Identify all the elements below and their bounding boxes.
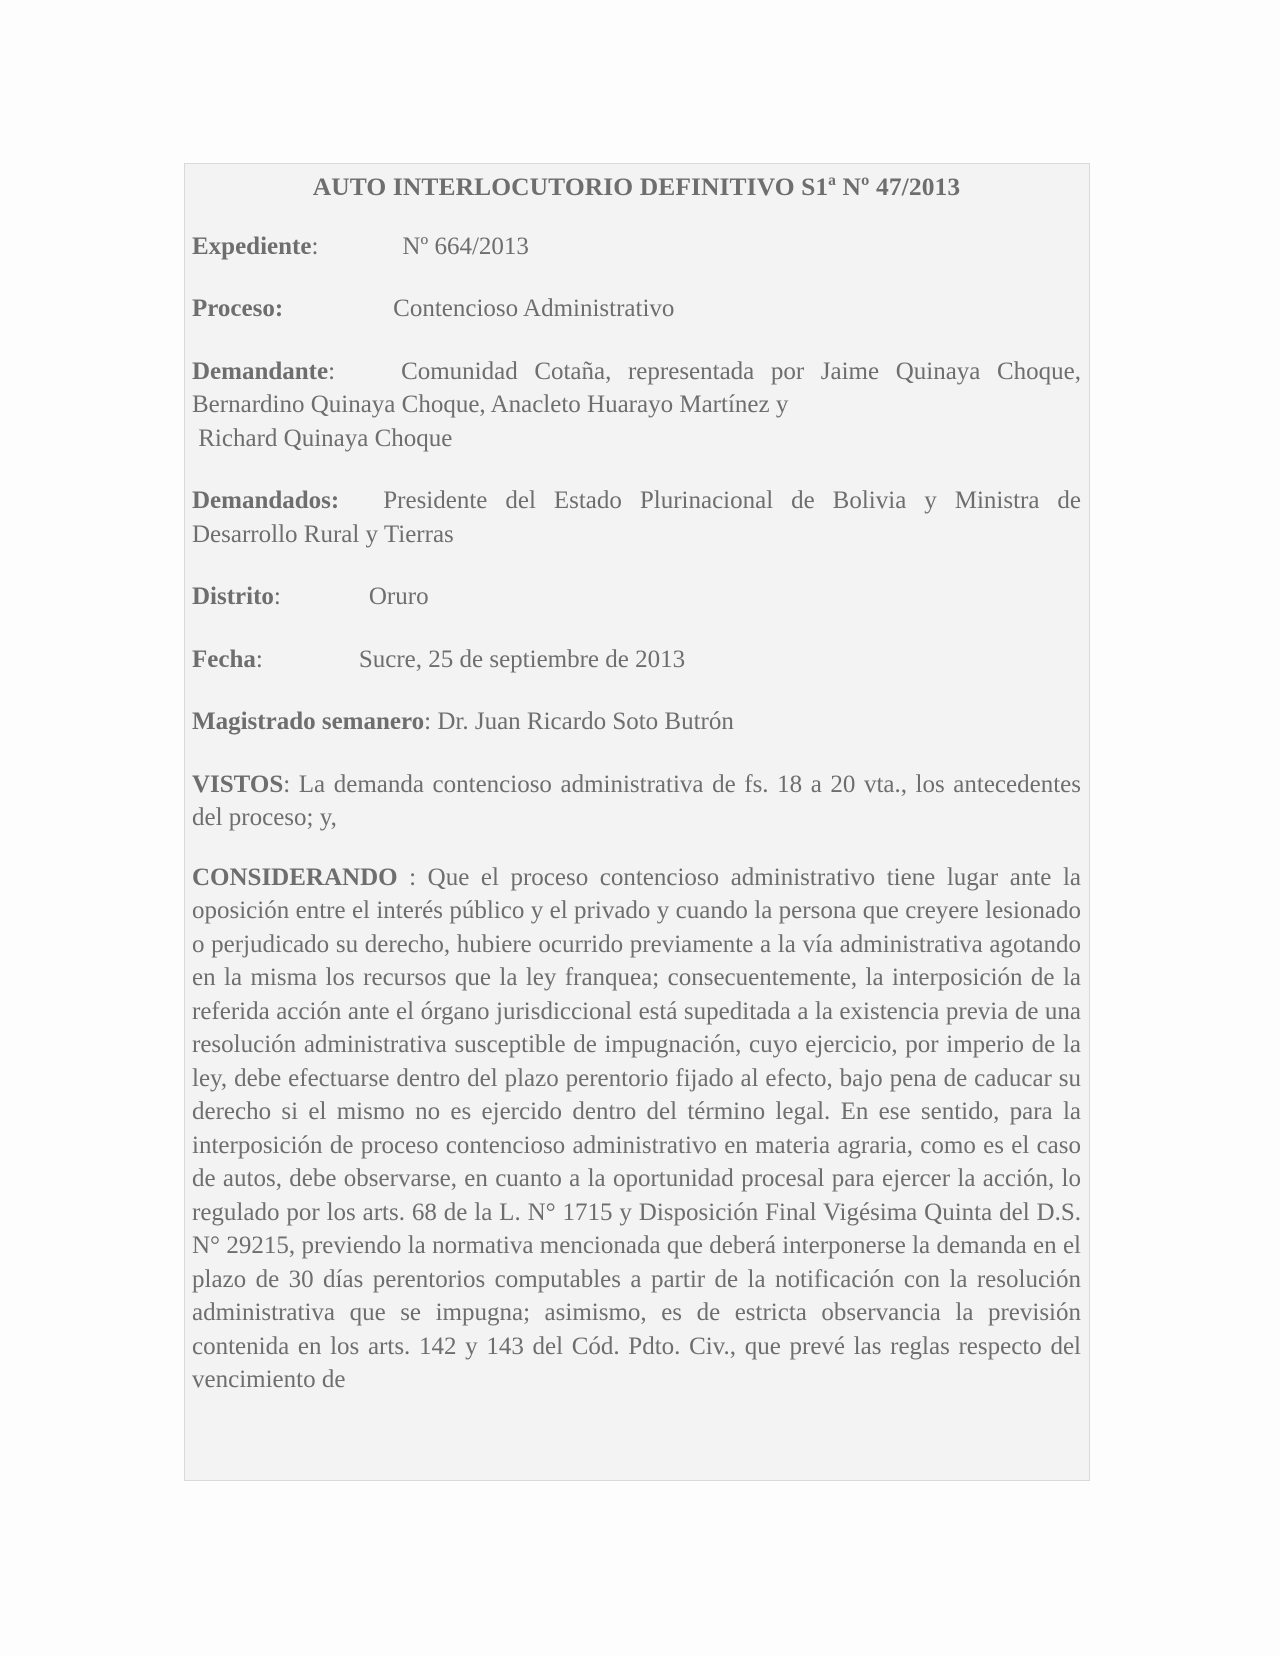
expediente-sep: : — [311, 232, 319, 260]
document-content-box — [184, 163, 1090, 1481]
vistos-text: : La demanda contencioso administrativa de fs. 18 a 20 vta., los antecedentes del proceso; y, — [192, 770, 1081, 831]
considerando-label: CONSIDERANDO — [192, 863, 398, 891]
fecha-value: Sucre, 25 de septiembre de 2013 — [358, 645, 686, 673]
magistrado-label: Magistrado semanero — [192, 708, 425, 735]
fecha-sep: : — [255, 645, 263, 673]
distrito-field — [192, 580, 1081, 614]
demandados-label: Demandados: — [192, 487, 340, 514]
distrito-value: Oruro — [368, 583, 429, 610]
demandante-value-cont: Richard Quinaya Choque — [192, 424, 453, 452]
fecha-label: Fecha — [192, 645, 256, 673]
demandante-sep: : — [328, 357, 336, 385]
expediente-field — [192, 230, 1081, 264]
fecha-field — [192, 643, 1081, 677]
considerando-paragraph — [192, 861, 1081, 1397]
proceso-value: Contencioso Administrativo — [393, 295, 675, 322]
demandante-label: Demandante — [192, 357, 329, 385]
demandante-value: Comunidad Cotaña, representada por Jaime Quinaya Choque, Bernardino Quinaya Choque, Anacleto Huarayo Martínez y — [192, 357, 1081, 418]
demandados-field — [192, 484, 1081, 551]
demandados-value: Presidente del Estado Plurinacional de Bolivia y Ministra de Desarrollo Rural y Tierras — [192, 487, 1081, 548]
magistrado-field — [192, 705, 1081, 739]
proceso-label: Proceso: — [192, 295, 284, 322]
vistos-label: VISTOS — [192, 770, 284, 798]
expediente-value: Nº 664/2013 — [402, 232, 529, 260]
expediente-label: Expediente — [192, 232, 312, 260]
distrito-sep: : — [273, 583, 281, 610]
magistrado-value: Dr. Juan Ricardo Soto Butrón — [431, 708, 734, 735]
vistos-paragraph — [192, 768, 1081, 835]
considerando-text: : Que el proceso contencioso administrativo tiene lugar ante la oposición entre el interés público y el privado y cuando la persona que creyere lesionado o perjudicado su derecho, hubiere ocurrido previamente a la vía administrativa agotando en la misma los recursos que la ley franquea; consecuentemente, la interposición de la referida acción ante el órgano jurisdiccional está supeditada a la existencia previa de una resolución administrativa susceptible de impugnación, cuyo ejercicio, por imperio de la ley, debe efectuarse dentro del plazo perentorio fijado al efecto, bajo pena de caducar su derecho si el mismo no es ejercido dentro del término legal. En ese sentido, para la interposición de proceso contencioso administrativo en materia agraria, como es el caso de autos, debe observarse, en cuanto a la oportunidad procesal para ejercer la acción, lo regulado por los arts. 68 de la L. N° 1715 y Disposición Final Vigésima Quinta del D.S. N° 29215, previendo la normativa mencionada que deberá interponerse la demanda en el plazo de 30 días perentorios computables a partir de la notificación con la resolución administrativa que se impugna; asimismo, es de estricta observancia la previsión contenida en los arts. 142 y 143 del Cód. Pdto. Civ., que prevé las reglas respecto del vencimiento de — [192, 863, 1081, 1393]
demandante-field — [192, 355, 1081, 456]
proceso-field — [192, 292, 1081, 326]
distrito-label: Distrito — [192, 583, 274, 610]
document-title: AUTO INTERLOCUTORIO DEFINITIVO S1ª Nº 47/2013 — [312, 172, 961, 201]
magistrado-sep: : — [424, 708, 432, 735]
